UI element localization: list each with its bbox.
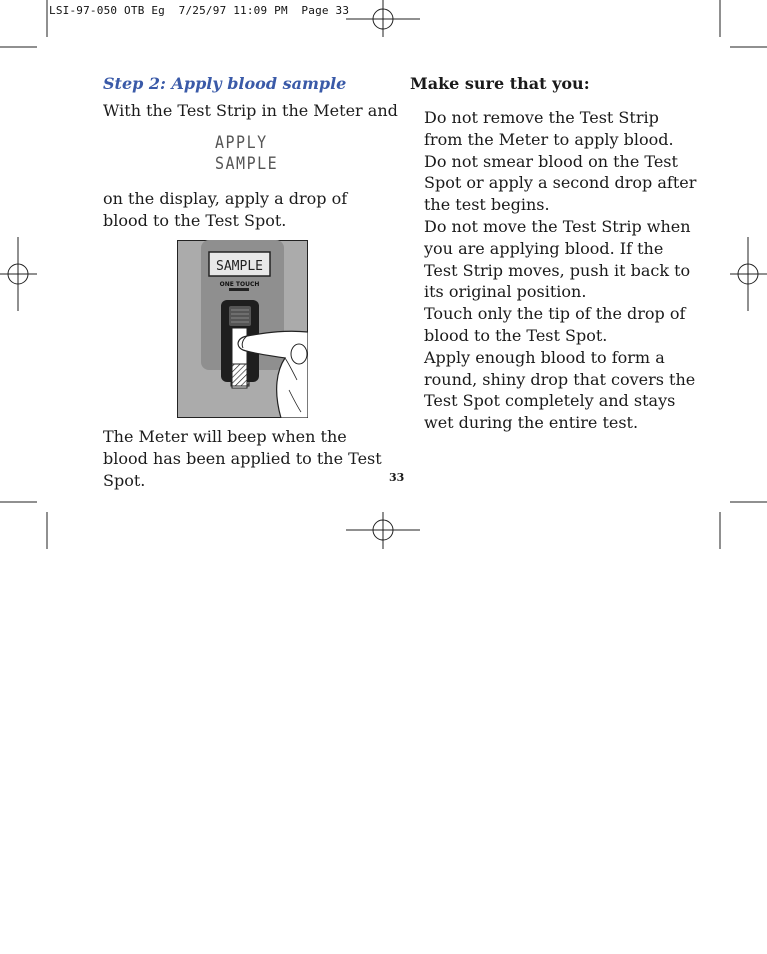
meter-illustration xyxy=(177,240,308,418)
display-line-2: SAMPLE xyxy=(215,153,279,174)
checklist-item: Do not move the Test Strip when you are applying blood. If the Test Strip moves, push it back to its original position. xyxy=(424,216,691,302)
printer-slug: LSI-97-050 OTB Eg 7/25/97 11:09 PM Page 33 xyxy=(49,4,350,17)
checklist-item: Do not smear blood on the Test Spot or apply a second drop after the test begins. xyxy=(424,151,697,215)
checklist-item: Do not remove the Test Strip from the Meter to apply blood. xyxy=(424,108,674,149)
checklist xyxy=(424,107,699,434)
brand-logo: ONE TOUCH xyxy=(219,281,260,288)
closing-text: The Meter will beep when the blood has been applied to the Test Spot. xyxy=(103,427,382,490)
page-number: 33 xyxy=(389,471,405,484)
display-line-1: APPLY xyxy=(215,132,268,153)
checklist-heading: Make sure that you: xyxy=(410,74,590,93)
checklist-item: Touch only the tip of the drop of blood to the Test Spot. xyxy=(424,304,686,345)
instruction-text: on the display, apply a drop of blood to the Test Spot. xyxy=(103,189,348,230)
step-heading: Step 2: Apply blood sample xyxy=(103,74,347,93)
checklist-item: Apply enough blood to form a round, shiny drop that covers the Test Spot completely and stays wet during the entire test. xyxy=(424,347,696,433)
intro-text: With the Test Strip in the Meter and xyxy=(103,101,398,120)
illustration-display-text: SAMPLE xyxy=(216,259,263,274)
